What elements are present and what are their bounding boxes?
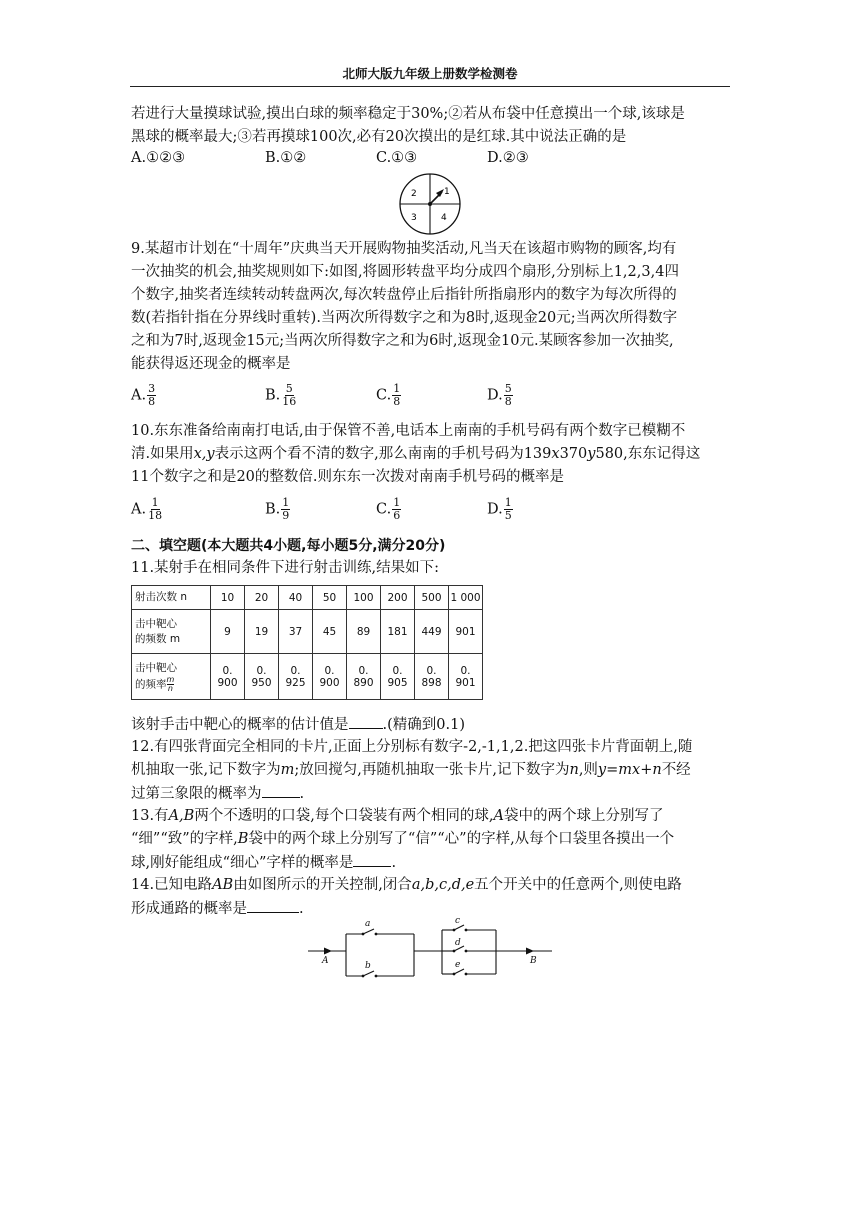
spinner-label-2: 2 (411, 189, 417, 199)
q9-line-6: 能获得返还现金的概率是 (131, 356, 291, 372)
table-cell: 10 (211, 586, 245, 610)
table-cell: 901 (449, 610, 483, 654)
q9-line-3: 个数字,抽奖者连续转动转盘两次,每次转盘停止后指针所指扇形内的数字为每次所得的 (131, 287, 677, 303)
q9-line-2: 一次抽奖的机会,抽奖规则如下:如图,将圆形转盘平均分成四个扇形,分别标上1,2,3,4四 (131, 264, 679, 280)
q8-option-b[interactable]: B.①② (265, 150, 307, 166)
q9-option-c[interactable]: C. $\frac{1}{8}$ (376, 382, 401, 408)
table-cell: 1 000 (449, 586, 483, 610)
circuit-label-A: A (322, 956, 329, 966)
q10-line-1: 10.东东准备给南南打电话,由于保管不善,电话本上南南的手机号码有两个数字已模糊不 (131, 423, 686, 439)
q13-answer-blank[interactable] (353, 852, 391, 867)
table-row-label-shots: 射击次数 n (132, 586, 211, 610)
q11-answer-line: 该射手击中靶心的概率的估计值是 .(精确到0.1) (131, 714, 465, 735)
table-cell: 0. 890 (347, 654, 381, 700)
q14-line-1: 14.已知电路AB由如图所示的开关控制,闭合a,b,c,d,e五个开关中的任意两个,则使电路 (131, 877, 682, 893)
q11-intro: 11.某射手在相同条件下进行射击训练,结果如下: (131, 560, 440, 576)
table-cell: 181 (381, 610, 415, 654)
q14-answer-blank[interactable] (247, 898, 299, 913)
q12-answer-blank[interactable] (262, 783, 300, 798)
q9-options (131, 382, 731, 408)
circuit-label-B: B (530, 956, 537, 966)
q10-option-d[interactable]: D. $\frac{1}{5}$ (487, 496, 512, 522)
q8-option-a[interactable]: A.①②③ (131, 150, 186, 166)
table-cell: 0. 905 (381, 654, 415, 700)
table-row-label-rate: 击中靶心 的频率 $\frac{m}{n}$ (132, 654, 211, 700)
q9-line-4: 数(若指针指在分界线时重转).当两次所得数字之和为8时,返现金20元;当两次所得数字 (131, 310, 678, 326)
q12-line-2: 机抽取一张,记下数字为m;放回搅匀,再随机抽取一张卡片,记下数字为n,则y=mx+n不经 (131, 762, 691, 778)
table-cell: 37 (279, 610, 313, 654)
circuit-diagram (306, 916, 556, 986)
table-cell: 500 (415, 586, 449, 610)
q10-option-a[interactable]: A. $\frac{1}{18}$ (131, 496, 163, 522)
page-header-title: 北师大版九年级上册数学检测卷 (342, 66, 518, 81)
q8-options (131, 150, 731, 172)
table-cell: 0. 898 (415, 654, 449, 700)
q9-line-5: 之和为7时,返现金15元;当两次所得数字之和为6时,返现金10元.某顾客参加一次抽奖, (131, 333, 674, 349)
table-cell: 40 (279, 586, 313, 610)
q9-option-b[interactable]: B. $\frac{5}{16}$ (265, 382, 297, 408)
q13-line-2: “细”“致”的字样,B袋中的两个球上分别写了“信”“心”的字样,从每个口袋里各摸出一个 (131, 831, 675, 847)
spinner-label-3: 3 (411, 213, 417, 223)
circuit-label-e: e (455, 960, 461, 970)
table-cell: 0. 900 (211, 654, 245, 700)
q10-line-2: 清.如果用x,y表示这两个看不清的数字,那么南南的手机号码为139x370y580,东东记得这 (131, 446, 701, 462)
table-cell: 20 (245, 586, 279, 610)
spinner-label-1: 1 (444, 187, 450, 197)
q10-option-c[interactable]: C. $\frac{1}{6}$ (376, 496, 401, 522)
circuit-label-d: d (455, 938, 461, 948)
q8-line-1: 若进行大量摸球试验,摸出白球的频率稳定于30%;②若从布袋中任意摸出一个球,该球是 (131, 106, 685, 122)
q12-line-1: 12.有四张背面完全相同的卡片,正面上分别标有数字-2,-1,1,2.把这四张卡片背面朝上,随 (131, 739, 693, 755)
q12-line-3: 过第三象限的概率为 . (131, 783, 304, 804)
q8-line-2: 黑球的概率最大;③若再摸球100次,必有20次摸出的是红球.其中说法正确的是 (131, 129, 627, 145)
q9-option-d[interactable]: D. $\frac{5}{8}$ (487, 382, 512, 408)
q8-option-c[interactable]: C.①③ (376, 150, 418, 166)
q10-option-b[interactable]: B. $\frac{1}{9}$ (265, 496, 290, 522)
section-2-title: 二、填空题(本大题共4小题,每小题5分,满分20分) (131, 538, 446, 554)
circuit-label-b: b (365, 961, 371, 971)
q10-line-3: 11个数字之和是20的整数倍.则东东一次拨对南南手机号码的概率是 (131, 469, 565, 485)
spinner-figure (394, 172, 466, 236)
table-cell: 50 (313, 586, 347, 610)
table-cell: 100 (347, 586, 381, 610)
table-row-label-hits: 击中靶心 的频数 m (132, 610, 211, 654)
q13-line-1: 13.有A,B两个不透明的口袋,每个口袋装有两个相同的球,A袋中的两个球上分别写了 (131, 808, 664, 824)
table-cell: 200 (381, 586, 415, 610)
circuit-label-a: a (365, 919, 371, 929)
q11-answer-blank[interactable] (349, 714, 383, 729)
table-cell: 0. 900 (313, 654, 347, 700)
circuit-label-c: c (455, 916, 461, 926)
table-cell: 19 (245, 610, 279, 654)
q8-option-d[interactable]: D.②③ (487, 150, 529, 166)
header-rule (130, 86, 730, 87)
q14-line-2: 形成通路的概率是 . (131, 898, 304, 919)
q9-line-1: 9.某超市计划在“十周年”庆典当天开展购物抽奖活动,凡当天在该超市购物的顾客,均有 (131, 241, 677, 257)
table-cell: 45 (313, 610, 347, 654)
table-cell: 0. 901 (449, 654, 483, 700)
shooting-results-table (131, 585, 483, 700)
q10-options (131, 496, 731, 522)
q9-option-a[interactable]: A. $\frac{3}{8}$ (131, 382, 156, 408)
q13-line-3: 球,刚好能组成“细心”字样的概率是 . (131, 852, 396, 873)
table-cell: 0. 950 (245, 654, 279, 700)
table-cell: 9 (211, 610, 245, 654)
table-cell: 89 (347, 610, 381, 654)
spinner-label-4: 4 (441, 213, 447, 223)
table-cell: 0. 925 (279, 654, 313, 700)
table-cell: 449 (415, 610, 449, 654)
